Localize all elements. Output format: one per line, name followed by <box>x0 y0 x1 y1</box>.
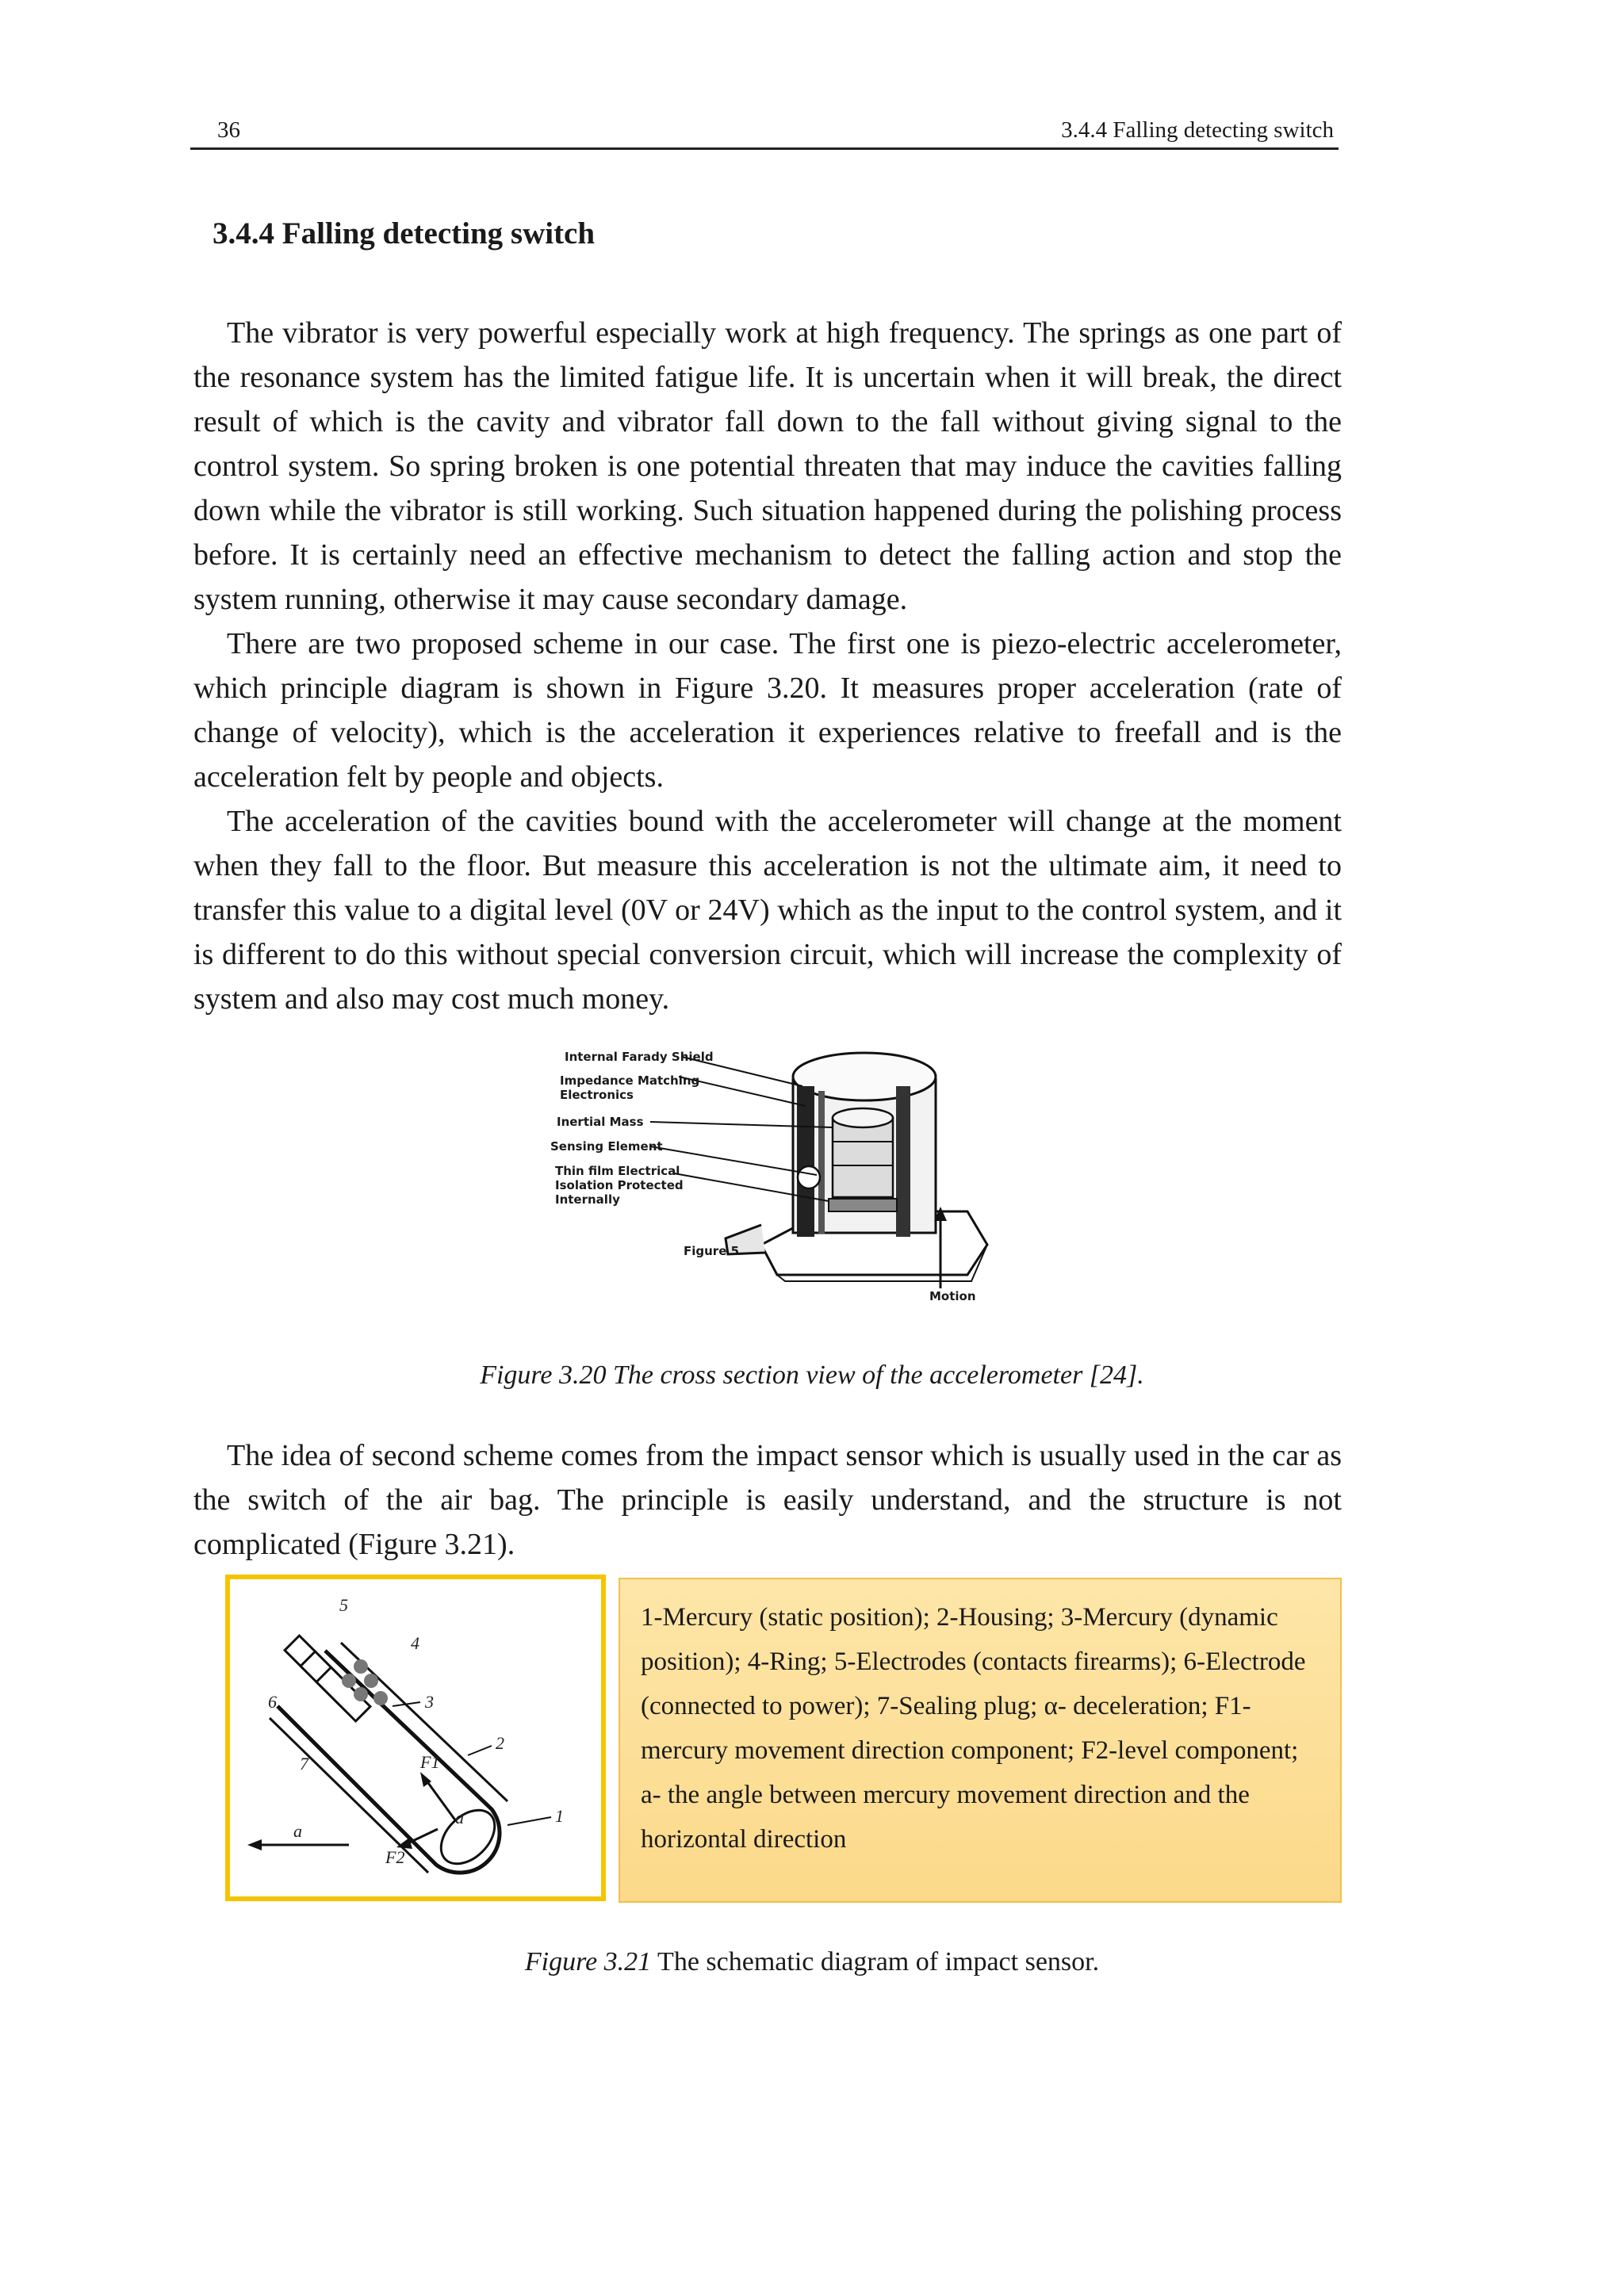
impact-sensor-image <box>225 1575 606 1901</box>
impact-sensor-diagram <box>230 1579 601 1896</box>
label-thin-film-3: Internally <box>555 1192 620 1207</box>
section-heading: 3.4.4 Falling detecting switch <box>213 216 596 251</box>
paragraph: The acceleration of the cavities bound with the accelerometer will change at the moment when they fall to the floor. But measure this acceleration is not the ultimate aim, it need to transfer this value to a digital level (0V or 24V) which as the input to the control system, and it is different to do this without special conversion circuit, which will increase the complexity of system and also may cost much money. <box>193 805 1342 1016</box>
running-header-title: 3.4.4 Falling detecting switch <box>1061 117 1334 143</box>
label-a-arrow: a <box>293 1821 302 1841</box>
label-thin-film: Thin film Electrical <box>555 1164 680 1178</box>
page-number: 36 <box>217 117 240 143</box>
label-4: 4 <box>411 1633 419 1653</box>
label-figure-5: Figure 5 <box>684 1244 740 1258</box>
running-header <box>190 111 1339 150</box>
label-f2: F2 <box>385 1847 405 1867</box>
accelerometer-figure <box>523 1031 1063 1316</box>
label-5: 5 <box>339 1595 348 1615</box>
caption-text: The schematic diagram of impact sensor. <box>651 1947 1100 1976</box>
figure-caption-3-21 <box>0 1947 1624 1977</box>
legend-text: 1-Mercury (static position); 2-Housing; 3-Mercury (dynamic position); 4-Ring; 5-Electrodes (contacts firearms); 6-Electrode (connected to power); 7-Sealing plug; α- deceleration; F1-mercury movement direction component; F2-level component; a- the angle between mercury movement direction and the horizontal direction <box>641 1603 1306 1854</box>
label-1: 1 <box>555 1806 564 1826</box>
paragraph: There are two proposed scheme in our case. The first one is piezo-electric accelerometer, which principle diagram is shown in Figure 3.20. It measures proper acceleration (rate of change of velocity), which is the acceleration it experiences relative to freefall and is the acceleration felt by people and objects. <box>193 627 1342 794</box>
label-f1: F1 <box>420 1752 440 1772</box>
label-inertial-mass: Inertial Mass <box>557 1115 644 1129</box>
sensing-element <box>829 1199 897 1211</box>
label-2: 2 <box>496 1733 504 1753</box>
label-alpha: a <box>455 1808 464 1827</box>
label-impedance: Impedance Matching <box>560 1073 700 1088</box>
paragraph: The idea of second scheme comes from the impact sensor which is usually used in the car as the switch of the air bag. The principle is easily understand, and the structure is not complicated (Figure 3.21). <box>193 1439 1342 1561</box>
label-thin-film-2: Isolation Protected <box>555 1178 684 1192</box>
impact-sensor-legend <box>619 1578 1342 1903</box>
label-impedance-2: Electronics <box>560 1088 634 1102</box>
inertial-mass <box>833 1118 893 1197</box>
caption-figure-number: Figure 3.21 <box>524 1947 652 1976</box>
label-shield: Internal Farady Shield <box>565 1050 714 1064</box>
paragraph: The vibrator is very powerful especially work at high frequency. The springs as one part of the resonance system has the limited fatigue life. It is uncertain when it will break, the direct result of which is the cavity and vibrator fall down to the fall without giving signal to the control system. So spring broken is one potential threaten that may induce the cavities falling down while the vibrator is still working. Such situation happened during the polishing process before. It is certainly need an effective mechanism to detect the falling action and stop the system running, otherwise it may cause secondary damage. <box>193 316 1342 616</box>
shield-wall <box>797 1086 814 1237</box>
accelerometer-diagram <box>523 1031 1063 1316</box>
label-sensing-element: Sensing Element <box>550 1139 663 1154</box>
electrode-cluster <box>285 1636 388 1721</box>
label-6: 6 <box>268 1692 277 1712</box>
body-text-before-figure <box>193 311 1342 1021</box>
body-text-after-figure <box>193 1433 1342 1567</box>
figure-caption-3-20: Figure 3.20 The cross section view of the accelerometer [24]. <box>480 1360 1144 1390</box>
label-3: 3 <box>425 1692 434 1712</box>
label-7: 7 <box>300 1754 308 1774</box>
label-motion: Motion <box>929 1289 976 1303</box>
